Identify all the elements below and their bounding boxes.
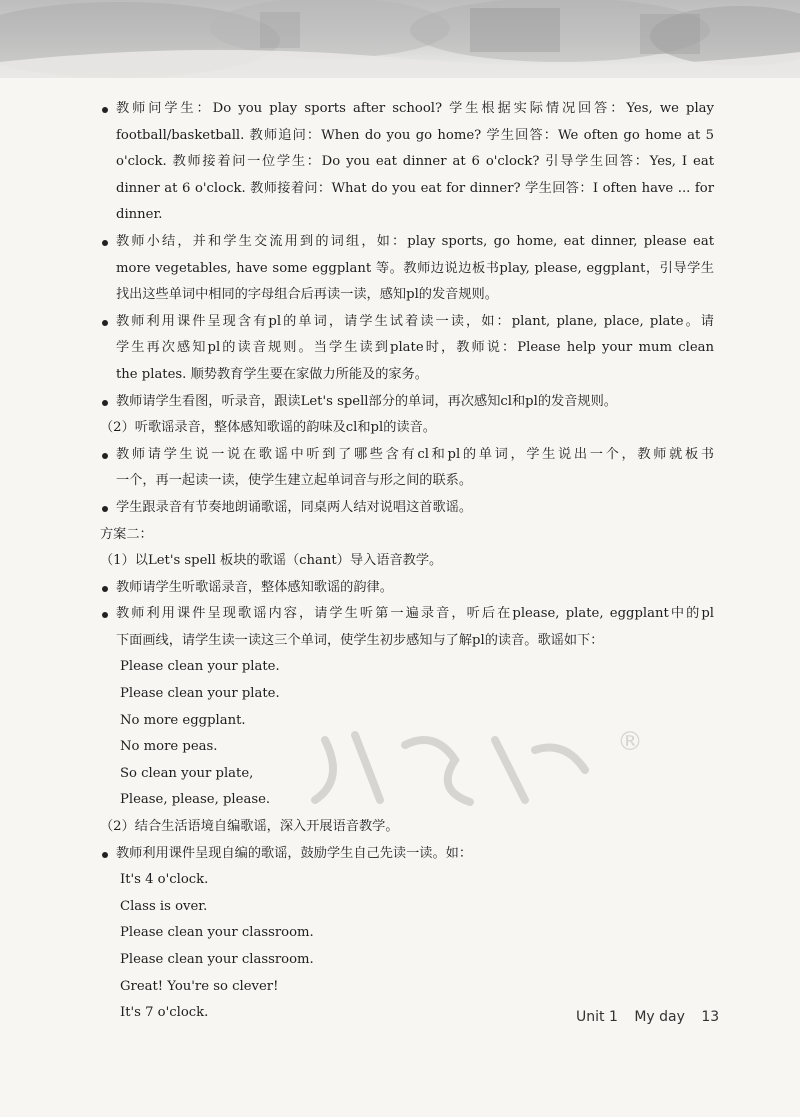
footer-title: My day — [634, 1009, 685, 1025]
text-line: the plates. 顺势教育学生要在家做力所能及的家务。 — [116, 366, 428, 382]
chant-line: Please, please, please. — [120, 792, 271, 808]
section-heading: （1）以Let's spell 板块的歌谣（chant）导入语音教学。 — [100, 553, 443, 569]
text-line: 教师小结，并和学生交流用到的词组，如：play sports, go home, eat dinner, please eat — [100, 229, 714, 256]
chant-line: Please clean your plate. — [120, 659, 280, 675]
chant-line: Please clean your plate. — [120, 686, 280, 702]
text-line: more vegetables, have some eggplant 等。教师边说边板书play, please, eggplant，引导学生 — [116, 260, 714, 276]
text-line: 教师请学生说一说在歌谣中听到了哪些含有cl和pl的单词，学生说出一个，教师就板书 — [100, 442, 714, 469]
header-illustration — [0, 0, 800, 78]
text-line: 教师利用课件呈现歌谣内容，请学生听第一遍录音，听后在please, plate, eggplant中的pl — [100, 601, 714, 628]
page-body — [100, 96, 714, 1027]
footer-unit: Unit 1 — [576, 1009, 618, 1025]
text-line: football/basketball. 教师追问：When do you go home? 学生回答：We often go home at 5 — [116, 127, 714, 143]
text-line: 找出这些单词中相同的字母组合后再读一读，感知pl的发音规则。 — [116, 287, 498, 303]
header-decorative-banner — [0, 0, 800, 78]
text-line: 学生跟录音有节奏地朗诵歌谣，同桌两人结对说唱这首歌谣。 — [100, 495, 714, 522]
text-line: dinner at 6 o'clock. 教师接着问：What do you eat for dinner? 学生回答：I often have ... for — [116, 180, 714, 196]
text-line: 一个，再一起读一读，使学生建立起单词音与形之间的联系。 — [116, 473, 473, 489]
text-line: 教师利用课件呈现自编的歌谣，鼓励学生自己先读一读。如： — [100, 841, 714, 868]
plan-heading: 方案二： — [100, 526, 153, 542]
chant-line: Class is over. — [120, 898, 208, 914]
chant-line: So clean your plate, — [120, 765, 254, 781]
chant-line: Great! You're so clever! — [120, 978, 279, 994]
chant-line: It's 4 o'clock. — [120, 872, 209, 888]
text-line: 教师问学生：Do you play sports after school? 学生根据实际情况回答：Yes, we play — [100, 96, 714, 123]
page-number: 13 — [701, 1009, 720, 1025]
registered-mark: ® — [617, 727, 643, 757]
chant-line: It's 7 o'clock. — [120, 1005, 209, 1021]
section-heading: （2）结合生活语境自编歌谣，深入开展语音教学。 — [100, 819, 399, 835]
section-heading: （2）听歌谣录音，整体感知歌谣的韵味及cl和pl的读音。 — [100, 420, 436, 436]
text-line: o'clock. 教师接着问一位学生：Do you eat dinner at 6 o'clock? 引导学生回答：Yes, I eat — [116, 154, 714, 170]
chant-line: Please clean your classroom. — [120, 925, 314, 941]
text-line: 教师请学生看图，听录音，跟读Let's spell部分的单词，再次感知cl和pl的发音规则。 — [100, 389, 714, 416]
text-line: 下面画线，请学生读一读这三个单词，使学生初步感知与了解pl的读音。歌谣如下： — [116, 632, 604, 648]
text-line: 学生再次感知pl的读音规则。当学生读到plate时，教师说：Please help your mum clean — [116, 340, 714, 356]
text-line: dinner. — [116, 207, 163, 223]
text-line: 教师利用课件呈现含有pl的单词，请学生试着读一读，如：plant, plane, place, plate。请 — [100, 309, 714, 336]
page-footer — [576, 1009, 731, 1025]
chant-line: No more peas. — [120, 739, 218, 755]
text-line: 教师请学生听歌谣录音，整体感知歌谣的韵律。 — [100, 575, 714, 602]
chant-line: Please clean your classroom. — [120, 952, 314, 967]
chant-line: No more eggplant. — [120, 712, 246, 728]
